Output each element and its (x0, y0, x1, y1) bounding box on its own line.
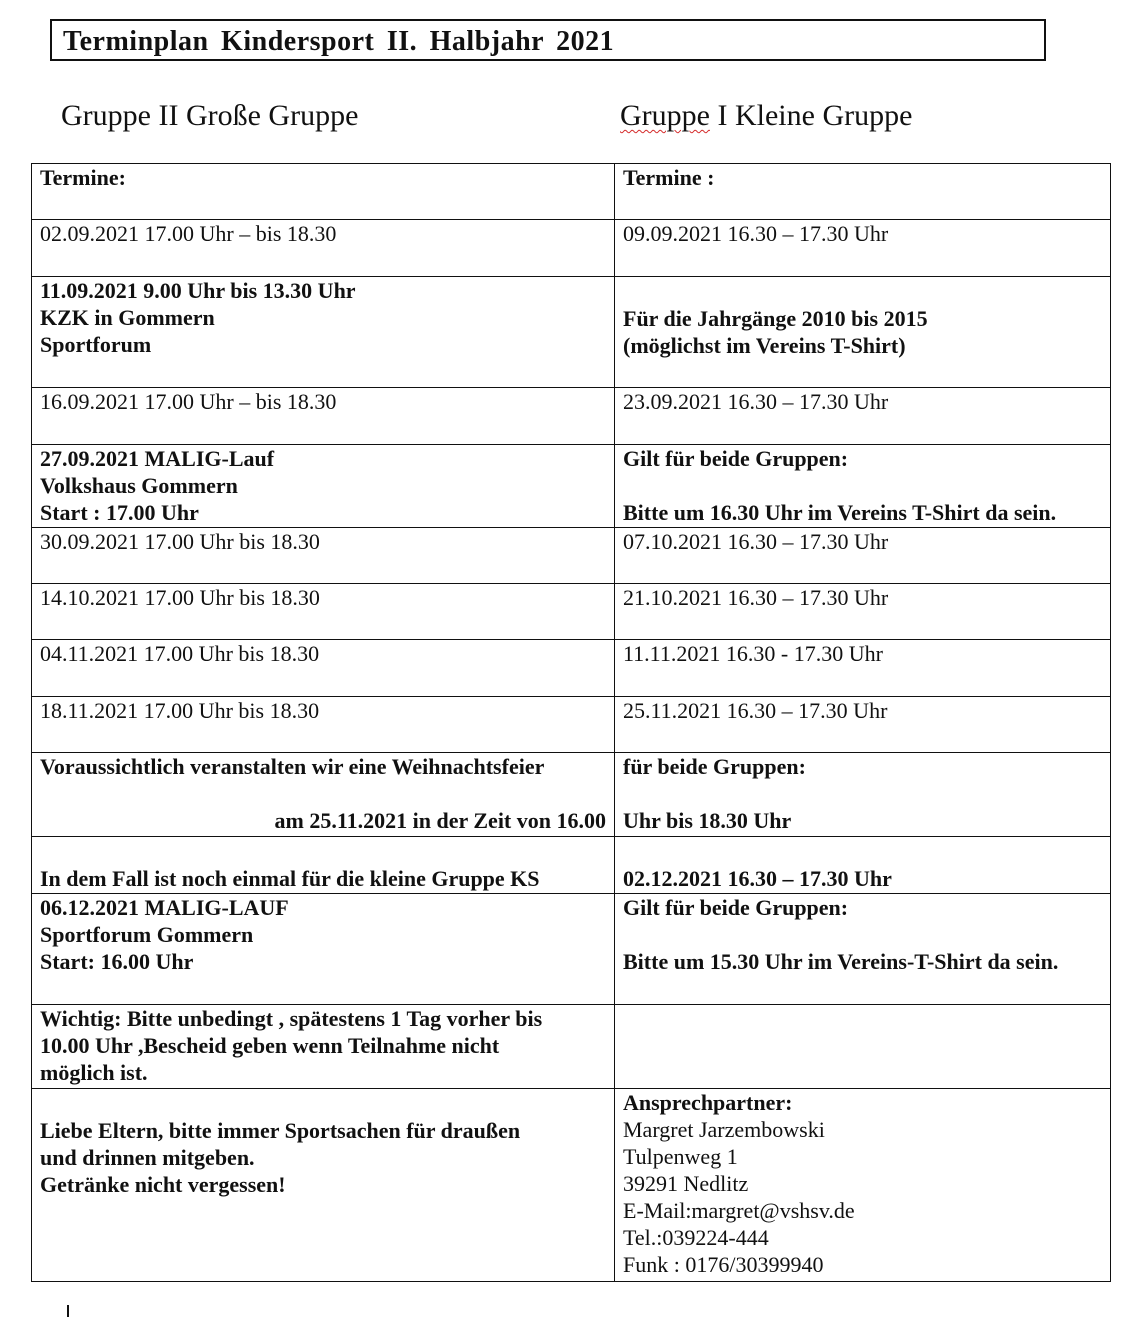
page-title: Terminplan Kindersport II. Halbjahr 2021 (63, 26, 615, 57)
cell-line: 06.12.2021 MALIG-LAUF (40, 895, 289, 920)
cell-line: Gilt für beide Gruppen: (623, 446, 849, 471)
contact-email: E-Mail:margret@vshsv.de (623, 1198, 855, 1223)
contact-name: Margret Jarzembowski (623, 1117, 825, 1142)
cell-line: für beide Gruppen: (623, 754, 806, 779)
table-row (32, 584, 1111, 640)
cell-line: Bitte um 15.30 Uhr im Vereins-T-Shirt da sein. (623, 949, 1059, 974)
cell-line: Für die Jahrgänge 2010 bis 2015 (623, 306, 928, 331)
table-row (32, 837, 1111, 894)
cell-malig-right (615, 445, 1111, 528)
text-cursor (67, 1305, 69, 1317)
heading-group-i-rest: I Kleine Gruppe (709, 99, 913, 132)
table-row (32, 388, 1111, 445)
cell-malig2-right (615, 894, 1111, 1005)
contact-city: 39291 Nedlitz (623, 1171, 749, 1196)
cell-line: am 25.11.2021 in der Zeit von 16.00 (274, 808, 606, 833)
cell-date-left: 30.09.2021 17.00 Uhr bis 18.30 (32, 528, 615, 584)
table-row (32, 894, 1111, 1005)
table-row (32, 1089, 1111, 1282)
cell-wichtig-right (615, 1005, 1111, 1089)
table-row (32, 528, 1111, 584)
cell-line: Voraussichtlich veranstalten wir eine Weihnachtsfeier (40, 754, 545, 779)
cell-date-right: 09.09.2021 16.30 – 17.30 Uhr (615, 220, 1111, 277)
cell-kzk-left (32, 277, 615, 388)
cell-date-left: 18.11.2021 17.00 Uhr bis 18.30 (32, 697, 615, 753)
title-box (50, 19, 1046, 61)
table-row (32, 640, 1111, 697)
cell-termine-right: Termine : (615, 164, 1111, 220)
cell-line: Uhr bis 18.30 Uhr (623, 808, 792, 833)
cell-malig2-left (32, 894, 615, 1005)
cell-line: KZK in Gommern (40, 305, 215, 330)
table-row (32, 753, 1111, 837)
schedule-table (31, 163, 1111, 1282)
cell-weihnachtsfeier-left (32, 753, 615, 837)
blank-line (623, 780, 1102, 807)
cell-date-left: 02.09.2021 17.00 Uhr – bis 18.30 (32, 220, 615, 277)
cell-line: Sportforum Gommern (40, 922, 254, 947)
cell-jahrgaenge-right (615, 277, 1111, 388)
cell-date-left: 14.10.2021 17.00 Uhr bis 18.30 (32, 584, 615, 640)
table-row (32, 164, 1111, 220)
table-row (32, 277, 1111, 388)
cell-line: Getränke nicht vergessen! (40, 1172, 286, 1197)
cell-contact-right (615, 1089, 1111, 1282)
contact-mobile: Funk : 0176/30399940 (623, 1252, 824, 1277)
cell-line: Gilt für beide Gruppen: (623, 895, 849, 920)
cell-line: Sportforum (40, 332, 152, 357)
cell-ks-right: 02.12.2021 16.30 – 17.30 Uhr (615, 837, 1111, 894)
cell-line: und drinnen mitgeben. (40, 1145, 255, 1170)
contact-phone: Tel.:039224-444 (623, 1225, 769, 1250)
cell-line: Liebe Eltern, bitte immer Sportsachen für draußen (40, 1118, 521, 1143)
blank-line (40, 780, 606, 807)
table-row (32, 1005, 1111, 1089)
cell-date-right: 23.09.2021 16.30 – 17.30 Uhr (615, 388, 1111, 445)
contact-heading: Ansprechpartner: (623, 1090, 793, 1115)
cell-date-right: 07.10.2021 16.30 – 17.30 Uhr (615, 528, 1111, 584)
cell-line: 11.09.2021 9.00 Uhr bis 13.30 Uhr (40, 278, 356, 303)
heading-group-i (620, 99, 912, 133)
cell-wichtig-left (32, 1005, 615, 1089)
cell-date-left: 16.09.2021 17.00 Uhr – bis 18.30 (32, 388, 615, 445)
cell-line: 27.09.2021 MALIG-Lauf (40, 446, 275, 471)
cell-line: Start: 16.00 Uhr (40, 949, 194, 974)
cell-malig-left (32, 445, 615, 528)
cell-line: Wichtig: Bitte unbedingt , spätestens 1 Tag vorher bis (40, 1006, 543, 1031)
cell-line: (möglichst im Vereins T-Shirt) (623, 333, 906, 358)
blank-line (623, 472, 1102, 499)
cell-date-right: 21.10.2021 16.30 – 17.30 Uhr (615, 584, 1111, 640)
cell-line: 10.00 Uhr ,Bescheid geben wenn Teilnahme nicht (40, 1033, 500, 1058)
cell-line: möglich ist. (40, 1060, 148, 1085)
cell-line: Bitte um 16.30 Uhr im Vereins T-Shirt da sein. (623, 500, 1057, 525)
cell-date-left: 04.11.2021 17.00 Uhr bis 18.30 (32, 640, 615, 697)
table-row (32, 445, 1111, 528)
table-row (32, 220, 1111, 277)
blank-line (623, 921, 1102, 948)
cell-line: Start : 17.00 Uhr (40, 500, 199, 525)
cell-termine-left: Termine: (32, 164, 615, 220)
cell-weihnachtsfeier-right (615, 753, 1111, 837)
cell-line: Volkshaus Gommern (40, 473, 238, 498)
cell-eltern-left (32, 1089, 615, 1282)
contact-street: Tulpenweg 1 (623, 1144, 738, 1169)
heading-group-i-word: Gruppe (620, 99, 710, 132)
cell-date-right: 11.11.2021 16.30 - 17.30 Uhr (615, 640, 1111, 697)
cell-date-right: 25.11.2021 16.30 – 17.30 Uhr (615, 697, 1111, 753)
heading-group-ii: Gruppe II Große Gruppe (61, 99, 359, 132)
table-row (32, 697, 1111, 753)
cell-ks-left: In dem Fall ist noch einmal für die kleine Gruppe KS (32, 837, 615, 894)
